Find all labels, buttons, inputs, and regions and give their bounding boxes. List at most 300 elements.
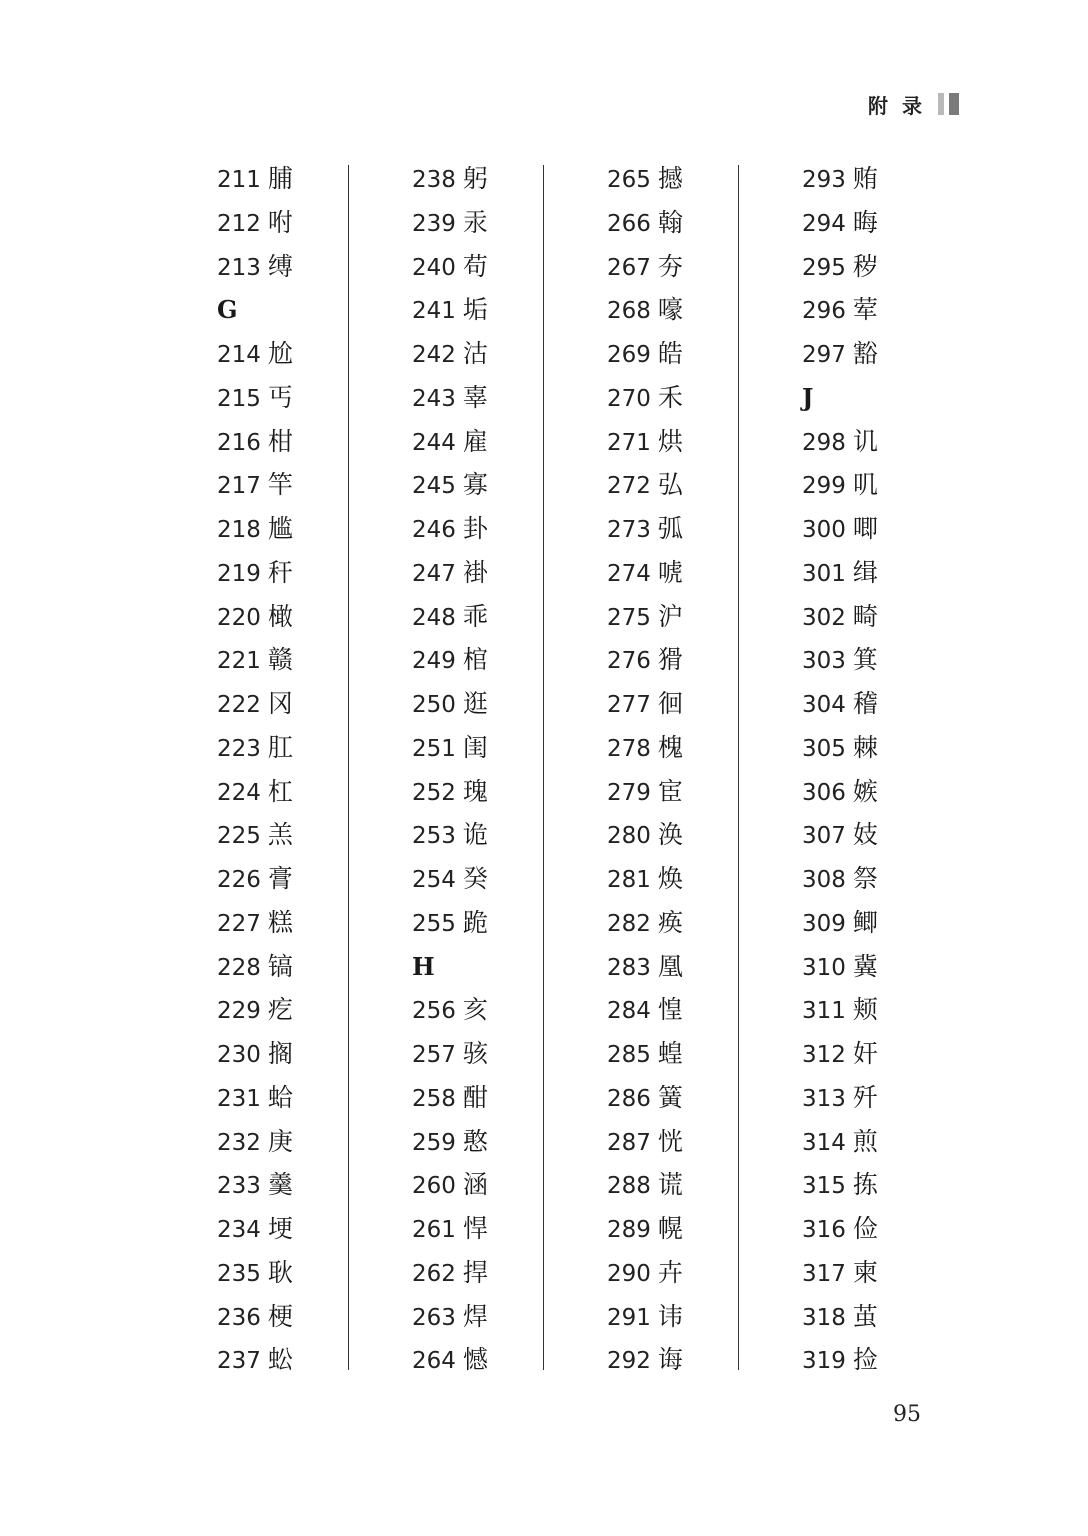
entry-number: 304 bbox=[802, 692, 846, 718]
index-entry bbox=[607, 595, 737, 639]
index-entry bbox=[412, 726, 542, 770]
character-index bbox=[0, 157, 1088, 1373]
index-entry bbox=[217, 682, 347, 726]
entry-character: 憾 bbox=[462, 1345, 488, 1375]
entry-character: 奸 bbox=[852, 1039, 878, 1068]
index-entry bbox=[802, 945, 932, 989]
entry-number: 319 bbox=[802, 1348, 846, 1375]
index-entry bbox=[412, 1120, 542, 1164]
index-entry bbox=[802, 332, 932, 376]
index-entry bbox=[802, 201, 932, 245]
entry-number: 278 bbox=[607, 735, 651, 762]
index-entry bbox=[412, 1032, 542, 1076]
entry-number: 263 bbox=[412, 1304, 456, 1331]
entry-character: 尬 bbox=[267, 339, 293, 368]
entry-number: 242 bbox=[412, 342, 456, 368]
entry-number: 265 bbox=[607, 167, 651, 193]
entry-number: 270 bbox=[607, 385, 651, 412]
index-entry bbox=[802, 507, 932, 551]
index-entry bbox=[412, 638, 542, 682]
entry-number: 279 bbox=[607, 779, 651, 806]
entry-character: 涵 bbox=[462, 1170, 488, 1200]
entry-number: 255 bbox=[412, 910, 456, 937]
index-entry bbox=[217, 376, 347, 420]
entry-character: 禾 bbox=[657, 382, 683, 412]
entry-character: 缉 bbox=[852, 557, 878, 587]
entry-character: 蚣 bbox=[267, 1345, 293, 1375]
entry-character: 弘 bbox=[657, 470, 683, 500]
entry-number: 284 bbox=[607, 998, 651, 1025]
entry-number: 282 bbox=[607, 910, 651, 937]
entry-number: 243 bbox=[412, 385, 456, 412]
entry-character: 埂 bbox=[267, 1214, 293, 1243]
index-entry bbox=[412, 1207, 542, 1251]
entry-character: 祭 bbox=[852, 864, 878, 893]
entry-character: 诡 bbox=[462, 820, 488, 850]
entry-character: 猾 bbox=[657, 645, 683, 675]
entry-character: 疙 bbox=[267, 995, 293, 1025]
entry-number: 288 bbox=[607, 1173, 651, 1200]
entry-number: 245 bbox=[412, 473, 456, 500]
index-entry bbox=[412, 201, 542, 245]
entry-number: 268 bbox=[607, 298, 651, 325]
index-entry bbox=[412, 245, 542, 289]
index-entry bbox=[607, 551, 737, 595]
entry-number: 247 bbox=[412, 560, 456, 587]
entry-number: 222 bbox=[217, 692, 261, 718]
entry-number: 308 bbox=[802, 867, 846, 893]
entry-character: 卦 bbox=[462, 514, 488, 543]
entry-number: 289 bbox=[607, 1217, 651, 1243]
entry-character: 颊 bbox=[852, 995, 878, 1025]
entry-character: 咐 bbox=[267, 207, 293, 237]
entry-character: 肛 bbox=[267, 732, 293, 762]
entry-character: 秽 bbox=[852, 251, 878, 281]
entry-character: 骇 bbox=[462, 1039, 488, 1068]
index-entry bbox=[802, 813, 932, 857]
index-entry bbox=[412, 1295, 542, 1339]
entry-number: 217 bbox=[217, 473, 261, 500]
entry-number: 212 bbox=[217, 210, 261, 237]
index-entry bbox=[802, 901, 932, 945]
section-letter: G bbox=[217, 295, 238, 325]
entry-number: 314 bbox=[802, 1129, 846, 1156]
column-divider bbox=[543, 165, 544, 1370]
entry-number: 293 bbox=[802, 167, 846, 193]
entry-number: 269 bbox=[607, 342, 651, 368]
index-entry bbox=[607, 726, 737, 770]
entry-number: 305 bbox=[802, 735, 846, 762]
entry-character: 稽 bbox=[852, 689, 878, 718]
index-entry bbox=[217, 1338, 347, 1382]
entry-number: 317 bbox=[802, 1260, 846, 1287]
entry-number: 264 bbox=[412, 1348, 456, 1375]
index-entry bbox=[607, 463, 737, 507]
entry-number: 233 bbox=[217, 1173, 261, 1200]
entry-number: 292 bbox=[607, 1348, 651, 1375]
entry-character: 冀 bbox=[852, 951, 878, 981]
index-entry bbox=[802, 726, 932, 770]
entry-character: 皓 bbox=[657, 339, 683, 368]
entry-number: 246 bbox=[412, 517, 456, 543]
index-entry bbox=[217, 1207, 347, 1251]
entry-character: 晦 bbox=[852, 207, 878, 237]
entry-number: 226 bbox=[217, 867, 261, 893]
entry-character: 尴 bbox=[267, 514, 293, 543]
entry-character: 嚎 bbox=[657, 295, 683, 325]
entry-character: 焊 bbox=[462, 1301, 488, 1331]
entry-character: 悍 bbox=[462, 1214, 488, 1243]
entry-number: 287 bbox=[607, 1129, 651, 1156]
entry-number: 310 bbox=[802, 954, 846, 981]
entry-character: 羹 bbox=[267, 1170, 293, 1200]
entry-number: 272 bbox=[607, 473, 651, 500]
index-entry bbox=[217, 1032, 347, 1076]
index-entry bbox=[607, 1163, 737, 1207]
index-entry bbox=[607, 988, 737, 1032]
entry-number: 230 bbox=[217, 1042, 261, 1068]
entry-character: 癸 bbox=[462, 864, 488, 893]
entry-character: 跪 bbox=[462, 907, 488, 937]
index-entry bbox=[217, 945, 347, 989]
entry-character: 畸 bbox=[852, 601, 878, 631]
entry-number: 297 bbox=[802, 342, 846, 368]
entry-character: 逛 bbox=[462, 689, 488, 718]
index-entry bbox=[217, 463, 347, 507]
entry-character: 褂 bbox=[462, 557, 488, 587]
page-number: 95 bbox=[893, 1402, 921, 1427]
entry-character: 柑 bbox=[267, 426, 293, 456]
index-entry bbox=[607, 1338, 737, 1382]
index-entry bbox=[802, 682, 932, 726]
index-entry bbox=[607, 332, 737, 376]
index-entry bbox=[607, 1295, 737, 1339]
entry-number: 266 bbox=[607, 210, 651, 237]
entry-character: 谎 bbox=[657, 1170, 683, 1200]
index-entry bbox=[802, 988, 932, 1032]
index-entry bbox=[802, 1251, 932, 1295]
entry-character: 幌 bbox=[657, 1214, 683, 1243]
entry-number: 307 bbox=[802, 823, 846, 850]
index-entry bbox=[217, 551, 347, 595]
index-entry bbox=[802, 420, 932, 464]
index-column-4 bbox=[802, 157, 932, 1382]
entry-character: 撼 bbox=[657, 164, 683, 193]
entry-character: 卉 bbox=[657, 1257, 683, 1287]
entry-character: 杠 bbox=[267, 776, 293, 806]
entry-number: 315 bbox=[802, 1173, 846, 1200]
index-entry bbox=[412, 770, 542, 814]
entry-number: 234 bbox=[217, 1217, 261, 1243]
entry-number: 260 bbox=[412, 1173, 456, 1200]
index-entry bbox=[412, 157, 542, 201]
entry-number: 221 bbox=[217, 648, 261, 675]
entry-number: 250 bbox=[412, 692, 456, 718]
entry-character: 捍 bbox=[462, 1257, 488, 1287]
index-entry bbox=[412, 813, 542, 857]
entry-number: 228 bbox=[217, 954, 261, 981]
index-entry bbox=[217, 507, 347, 551]
entry-number: 248 bbox=[412, 604, 456, 631]
index-entry bbox=[802, 1295, 932, 1339]
index-entry bbox=[607, 813, 737, 857]
entry-number: 235 bbox=[217, 1260, 261, 1287]
entry-character: 搁 bbox=[267, 1039, 293, 1068]
index-entry bbox=[217, 595, 347, 639]
section-letter: H bbox=[412, 951, 435, 981]
index-entry bbox=[217, 988, 347, 1032]
entry-number: 241 bbox=[412, 298, 456, 325]
index-entry bbox=[412, 857, 542, 901]
entry-character: 簧 bbox=[657, 1082, 683, 1112]
entry-character: 秆 bbox=[267, 557, 293, 587]
entry-character: 鲫 bbox=[852, 907, 878, 937]
entry-number: 253 bbox=[412, 823, 456, 850]
entry-character: 庚 bbox=[267, 1126, 293, 1156]
index-entry bbox=[802, 1076, 932, 1120]
entry-character: 恍 bbox=[657, 1126, 683, 1156]
entry-number: 223 bbox=[217, 735, 261, 762]
entry-character: 讥 bbox=[852, 426, 878, 456]
entry-number: 251 bbox=[412, 735, 456, 762]
entry-character: 俭 bbox=[852, 1214, 878, 1243]
index-entry bbox=[412, 332, 542, 376]
entry-number: 311 bbox=[802, 998, 846, 1025]
index-entry bbox=[802, 157, 932, 201]
index-entry bbox=[217, 813, 347, 857]
entry-character: 梗 bbox=[267, 1301, 293, 1331]
entry-character: 脯 bbox=[267, 164, 293, 193]
index-entry bbox=[607, 901, 737, 945]
entry-number: 318 bbox=[802, 1304, 846, 1331]
entry-number: 300 bbox=[802, 517, 846, 543]
entry-number: 213 bbox=[217, 254, 261, 281]
entry-number: 229 bbox=[217, 998, 261, 1025]
entry-character: 沽 bbox=[462, 339, 488, 368]
entry-character: 乖 bbox=[462, 601, 488, 631]
entry-character: 缚 bbox=[267, 251, 293, 281]
entry-number: 224 bbox=[217, 779, 261, 806]
entry-character: 丐 bbox=[267, 382, 293, 412]
entry-number: 276 bbox=[607, 648, 651, 675]
entry-number: 238 bbox=[412, 167, 456, 193]
entry-number: 236 bbox=[217, 1304, 261, 1331]
entry-number: 273 bbox=[607, 517, 651, 543]
index-entry bbox=[412, 682, 542, 726]
entry-character: 柬 bbox=[852, 1257, 878, 1287]
index-entry bbox=[607, 770, 737, 814]
entry-character: 痪 bbox=[657, 907, 683, 937]
index-entry bbox=[217, 420, 347, 464]
index-entry bbox=[217, 1120, 347, 1164]
index-entry bbox=[217, 157, 347, 201]
entry-character: 棺 bbox=[462, 645, 488, 675]
entry-character: 叽 bbox=[852, 470, 878, 500]
entry-number: 316 bbox=[802, 1217, 846, 1243]
entry-character: 凰 bbox=[657, 951, 683, 981]
index-entry bbox=[607, 638, 737, 682]
index-entry bbox=[607, 945, 737, 989]
entry-character: 妓 bbox=[852, 820, 878, 850]
entry-character: 唧 bbox=[852, 514, 878, 543]
entry-number: 306 bbox=[802, 779, 846, 806]
index-entry bbox=[217, 770, 347, 814]
entry-character: 膏 bbox=[267, 864, 293, 893]
index-entry bbox=[607, 420, 737, 464]
entry-number: 258 bbox=[412, 1085, 456, 1112]
index-entry bbox=[802, 1032, 932, 1076]
entry-number: 290 bbox=[607, 1260, 651, 1287]
entry-number: 254 bbox=[412, 867, 456, 893]
entry-number: 216 bbox=[217, 429, 261, 456]
entry-character: 耿 bbox=[267, 1257, 293, 1287]
index-entry bbox=[412, 1251, 542, 1295]
index-entry bbox=[217, 1076, 347, 1120]
index-entry bbox=[217, 1251, 347, 1295]
entry-number: 313 bbox=[802, 1085, 846, 1112]
entry-number: 219 bbox=[217, 560, 261, 587]
index-entry bbox=[412, 595, 542, 639]
index-entry bbox=[802, 1120, 932, 1164]
index-entry bbox=[802, 551, 932, 595]
entry-character: 荤 bbox=[852, 295, 878, 325]
index-entry bbox=[412, 463, 542, 507]
index-entry bbox=[802, 857, 932, 901]
entry-number: 249 bbox=[412, 648, 456, 675]
entry-character: 夯 bbox=[657, 251, 683, 281]
entry-character: 亥 bbox=[462, 995, 488, 1025]
index-entry bbox=[607, 857, 737, 901]
entry-character: 蛤 bbox=[267, 1082, 293, 1112]
entry-number: 303 bbox=[802, 648, 846, 675]
entry-number: 237 bbox=[217, 1348, 261, 1375]
entry-character: 橄 bbox=[267, 601, 293, 631]
index-column-1 bbox=[217, 157, 347, 1382]
entry-number: 285 bbox=[607, 1042, 651, 1068]
entry-number: 252 bbox=[412, 779, 456, 806]
entry-number: 296 bbox=[802, 298, 846, 325]
entry-character: 烘 bbox=[657, 426, 683, 456]
index-entry bbox=[412, 376, 542, 420]
entry-character: 冈 bbox=[267, 689, 293, 718]
entry-character: 箕 bbox=[852, 645, 878, 675]
entry-number: 277 bbox=[607, 692, 651, 718]
index-column-2 bbox=[412, 157, 542, 1382]
index-entry bbox=[607, 157, 737, 201]
entry-character: 蝗 bbox=[657, 1039, 683, 1068]
entry-character: 槐 bbox=[657, 732, 683, 762]
entry-number: 244 bbox=[412, 429, 456, 456]
entry-number: 302 bbox=[802, 604, 846, 631]
index-entry bbox=[412, 1338, 542, 1382]
index-entry bbox=[217, 1163, 347, 1207]
index-entry bbox=[217, 332, 347, 376]
entry-number: 215 bbox=[217, 385, 261, 412]
entry-number: 231 bbox=[217, 1085, 261, 1112]
index-entry bbox=[412, 988, 542, 1032]
entry-character: 宦 bbox=[657, 776, 683, 806]
entry-character: 苟 bbox=[462, 251, 488, 281]
index-entry bbox=[607, 1076, 737, 1120]
entry-character: 嫉 bbox=[852, 776, 878, 806]
entry-number: 259 bbox=[412, 1129, 456, 1156]
index-entry bbox=[607, 288, 737, 332]
entry-character: 惶 bbox=[657, 995, 683, 1025]
entry-character: 瑰 bbox=[462, 776, 488, 806]
index-entry bbox=[607, 1251, 737, 1295]
entry-number: 261 bbox=[412, 1217, 456, 1243]
entry-number: 312 bbox=[802, 1042, 846, 1068]
entry-character: 羔 bbox=[267, 820, 293, 850]
index-entry bbox=[217, 1295, 347, 1339]
index-entry bbox=[412, 288, 542, 332]
entry-number: 218 bbox=[217, 517, 261, 543]
entry-character: 拣 bbox=[852, 1170, 878, 1200]
entry-number: 225 bbox=[217, 823, 261, 850]
entry-number: 214 bbox=[217, 342, 261, 368]
entry-character: 汞 bbox=[462, 207, 488, 237]
entry-number: 298 bbox=[802, 429, 846, 456]
index-entry bbox=[802, 245, 932, 289]
index-entry bbox=[412, 551, 542, 595]
index-entry bbox=[607, 376, 737, 420]
entry-number: 240 bbox=[412, 254, 456, 281]
entry-character: 焕 bbox=[657, 864, 683, 893]
entry-character: 雇 bbox=[462, 426, 488, 456]
index-entry bbox=[412, 1163, 542, 1207]
entry-character: 贿 bbox=[852, 164, 878, 193]
entry-character: 豁 bbox=[852, 339, 878, 368]
entry-character: 弧 bbox=[657, 514, 683, 543]
entry-character: 涣 bbox=[657, 820, 683, 850]
entry-number: 262 bbox=[412, 1260, 456, 1287]
entry-character: 躬 bbox=[462, 164, 488, 193]
entry-number: 227 bbox=[217, 910, 261, 937]
entry-number: 275 bbox=[607, 604, 651, 631]
index-entry bbox=[607, 1032, 737, 1076]
index-entry bbox=[802, 1163, 932, 1207]
entry-number: 291 bbox=[607, 1304, 651, 1331]
entry-number: 309 bbox=[802, 910, 846, 937]
entry-character: 茧 bbox=[852, 1301, 878, 1331]
entry-character: 棘 bbox=[852, 732, 878, 762]
index-entry bbox=[802, 1338, 932, 1382]
entry-character: 唬 bbox=[657, 557, 683, 587]
index-entry bbox=[802, 770, 932, 814]
entry-character: 歼 bbox=[852, 1082, 878, 1112]
entry-character: 沪 bbox=[657, 601, 683, 631]
entry-number: 294 bbox=[802, 210, 846, 237]
entry-number: 211 bbox=[217, 167, 261, 193]
entry-character: 糕 bbox=[267, 907, 293, 937]
index-entry bbox=[802, 463, 932, 507]
index-entry bbox=[412, 420, 542, 464]
index-entry bbox=[802, 595, 932, 639]
index-entry bbox=[607, 245, 737, 289]
running-header bbox=[868, 88, 959, 120]
entry-character: 煎 bbox=[852, 1126, 878, 1156]
entry-character: 翰 bbox=[657, 207, 683, 237]
index-column-3 bbox=[607, 157, 737, 1382]
entry-character: 寡 bbox=[462, 470, 488, 500]
entry-number: 232 bbox=[217, 1129, 261, 1156]
index-entry bbox=[802, 638, 932, 682]
entry-number: 280 bbox=[607, 823, 651, 850]
entry-number: 281 bbox=[607, 867, 651, 893]
entry-character: 捡 bbox=[852, 1345, 878, 1375]
entry-character: 酣 bbox=[462, 1082, 488, 1112]
entry-character: 竿 bbox=[267, 470, 293, 500]
